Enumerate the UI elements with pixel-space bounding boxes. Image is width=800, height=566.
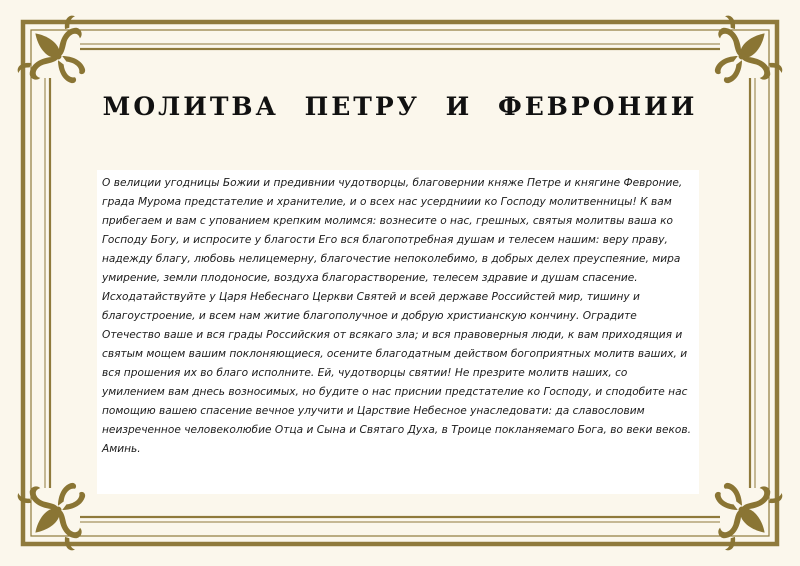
prayer-text: О велиции угодницы Божии и предивнии чудотворцы, благовернии княже Петре и княгине Февроние, града Мурома предстателие и хранителие, и о всех нас усердниии ко Господу молитвенницы! К вам прибегаем и вам с упованием крепким молимся: вознесите о нас, грешных, святыя молитвы ваша ко Господу Богу, и испросите у благости Его вся благопотребная душам и телесем нашим: веру праву, надежду благу, любовь нелицемерну, благочестие непоколебимо, в добрых делех преуспеяние, мира умирение, земли плодоносие, воздуха благорастворение, телесем здравие и душам спасение. Исходатайствуйте у Царя Небеснаго Церкви Святей и всей державе Российстей мир, тишину и благоустроение, и всем нам житие благополучное и добрую христианскую кончину. Оградите Отечество ваше и вся грады Российския от всякаго зла; и вся правоверныя люди, к вам приходящия и святым мощем вашим поклоняющиеся, осените благодатным действом богоприятных молитв ваших, и вся прошения их во благо исполните. Ей, чудотворцы святии! Не презрите молитв наших, со умилением вам днесь возносимых, но будите о нас приснии предстателие ко Господу, и сподобите нас помощию вашею спасение вечное улучити и Царствие Небесное унаследовати: да славословим неизреченное человеколюбие Отца и Сына и Святаго Духа, в Троице покланяемаго Бога, во веки веков. Аминь. xyxy=(102,177,691,455)
prayer-panel xyxy=(97,170,699,494)
page-title: МОЛИТВА ПЕТРУ И ФЕВРОНИИ xyxy=(102,92,698,121)
